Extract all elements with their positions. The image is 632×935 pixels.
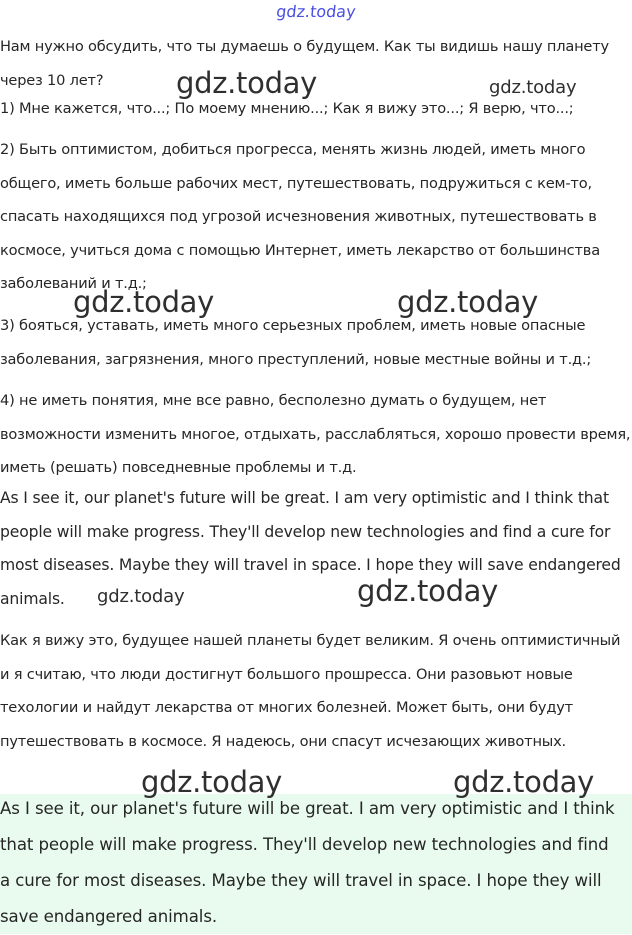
watermark-text: gdz.today: [357, 574, 499, 608]
highlighted-answer-box: [0, 794, 632, 934]
phrases-item-1: 1) Мне кажется, что...; По моему мнению...; Как я вижу это...; Я верю, что...;: [0, 100, 574, 117]
watermark-text: gdz.today: [73, 285, 215, 319]
watermark-text: gdz.today: [97, 586, 185, 607]
phrases-item-3: 3) бояться, уставать, иметь много серьезных проблем, иметь новые опасные заболевания, загрязнения, много преступлений, новые местные войны и т.д.;: [0, 317, 592, 368]
phrases-item-2: 2) Быть оптимистом, добиться прогресса, менять жизнь людей, иметь много общего, иметь больше рабочих мест, путешествовать, подружиться с кем-то, спасать находящихся под угрозой исчезновения животных, путешествовать в космосе, учиться дома с помощью Интернет, иметь лекарство от большинства заболеваний и т.д.;: [0, 141, 600, 292]
watermark-text: gdz.today: [397, 285, 539, 319]
phrases-item-4: 4) не иметь понятия, мне все равно, бесполезно думать о будущем, нет возможности изменить многое, отдыхать, расслабляться, хорошо провести время, иметь (решать) повседневные проблемы и т.д.: [0, 392, 631, 476]
watermark-text: gdz.today: [489, 77, 577, 98]
russian-translation: Как я вижу это, будущее нашей планеты будет великим. Я очень оптимистичный и я считаю, что люди достигнут большого прошресса. Они разовьют новые техологии и найдут лекарства от многих болезней. Может быть, они будут путешествовать в космосе. Я надеюсь, они спасут исчезающих животных.: [0, 632, 621, 750]
site-logo[interactable]: gdz.today: [275, 2, 357, 21]
watermark-text: gdz.today: [141, 765, 283, 799]
english-answer-highlighted: As I see it, our planet's future will be great. I am very optimistic and I think that people will make progress. They'll develop new technologies and find a cure for most diseases. Maybe they will travel in space. I hope they will save endangered animals.: [0, 799, 615, 926]
watermark-text: gdz.today: [176, 66, 318, 100]
watermark-text: gdz.today: [453, 765, 595, 799]
intro-question: Нам нужно обсудить, что ты думаешь о будущем. Как ты видишь нашу планету через 10 лет?: [0, 38, 609, 89]
english-answer: As I see it, our planet's future will be great. I am very optimistic and I think that people will make progress. They'll develop new technologies and find a cure for most diseases. Maybe they will travel in space. I hope they will save endangered animals.: [0, 489, 621, 608]
